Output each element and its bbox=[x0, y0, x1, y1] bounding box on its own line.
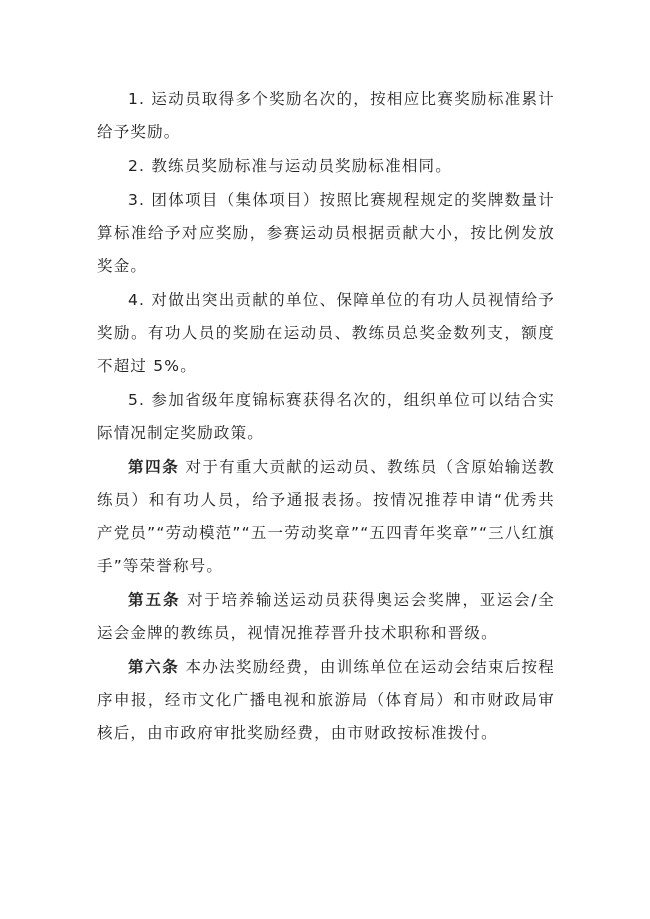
article-6 bbox=[97, 651, 555, 750]
paragraph-text: 3. 团体项目（集体项目）按照比赛规程规定的奖牌数量计算标准给予对应奖励，参赛运动员根据贡献大小，按比例发放奖金。 bbox=[97, 191, 555, 275]
paragraph-text: 2. 教练员奖励标准与运动员奖励标准相同。 bbox=[128, 157, 452, 175]
article-number: 第五条 bbox=[128, 591, 181, 609]
paragraph-item-4 bbox=[97, 284, 555, 383]
paragraph-text: 4. 对做出突出贡献的单位、保障单位的有功人员视情给予奖励。有功人员的奖励在运动员、教练员总奖金数列支，额度不超过 5%。 bbox=[97, 291, 555, 375]
article-number: 第六条 bbox=[128, 658, 180, 676]
paragraph-text: 5. 参加省级年度锦标赛获得名次的，组织单位可以结合实际情况制定奖励政策。 bbox=[97, 391, 555, 442]
article-5 bbox=[97, 584, 555, 650]
article-text: 对于有重大贡献的运动员、教练员（含原始输送教练员）和有功人员，给予通报表扬。按情况推荐申请“优秀共产党员”“劳动模范”“五一劳动奖章”“五四青年奖章”“三八红旗手”等荣誉称号。 bbox=[97, 458, 555, 575]
document-page bbox=[97, 83, 555, 751]
article-text: 对于培养输送运动员获得奥运会奖牌，亚运会/全运会金牌的教练员，视情况推荐晋升技术职称和晋级。 bbox=[97, 591, 555, 642]
article-4 bbox=[97, 451, 555, 583]
paragraph-text: 1. 运动员取得多个奖励名次的，按相应比赛奖励标准累计给予奖励。 bbox=[97, 90, 555, 141]
paragraph-item-3 bbox=[97, 184, 555, 283]
paragraph-item-5 bbox=[97, 384, 555, 450]
paragraph-item-2 bbox=[97, 150, 555, 183]
article-number: 第四条 bbox=[128, 458, 180, 476]
paragraph-item-1 bbox=[97, 83, 555, 149]
article-text: 本办法奖励经费，由训练单位在运动会结束后按程序申报，经市文化广播电视和旅游局（体育局）和市财政局审核后，由市政府审批奖励经费，由市财政按标准拨付。 bbox=[97, 658, 555, 742]
